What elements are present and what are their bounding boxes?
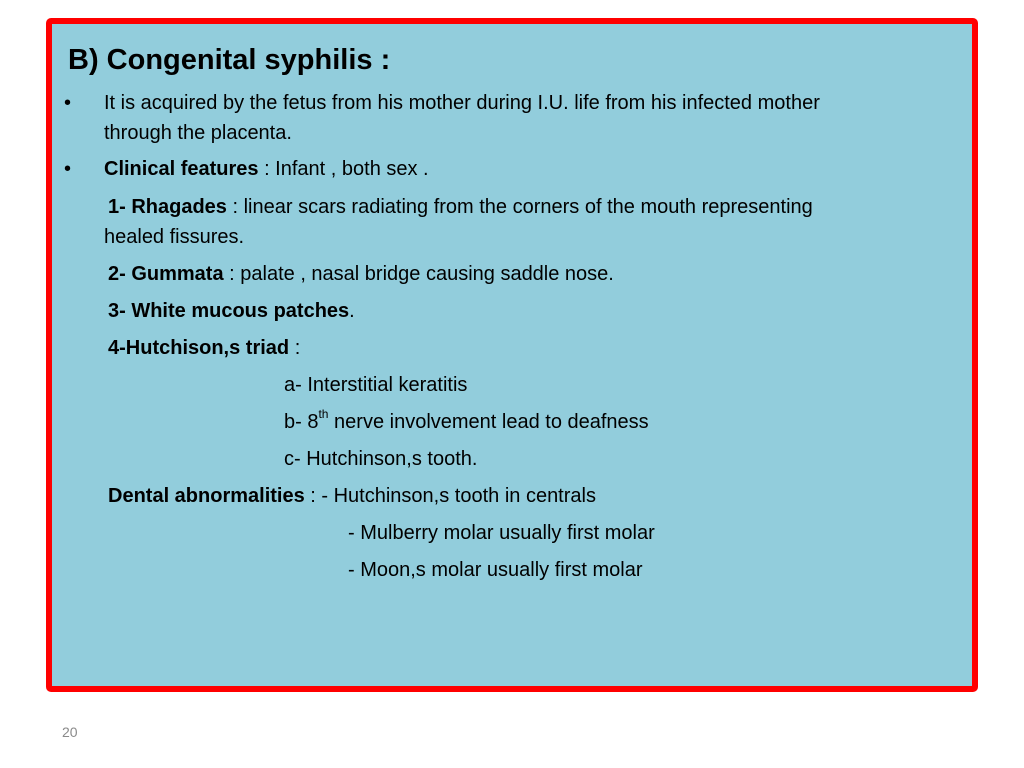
white-mucous-patches-label: 3- White mucous patches [108, 300, 350, 322]
item-white-mucous-patches [108, 296, 355, 326]
dental-abnormalities-label: Dental abnormalities [108, 485, 305, 507]
item-rhagades [108, 192, 813, 222]
item-hutchison-triad [108, 333, 300, 363]
clinical-features-label: Clinical features [104, 158, 259, 180]
white-mucous-patches-text: . [349, 300, 355, 322]
bullet-1-line-1: It is acquired by the fetus from his mother during I.U. life from his infected mother [104, 92, 820, 114]
item-gummata [108, 259, 614, 289]
gummata-label: 2- Gummata [108, 263, 224, 285]
dental-abnormalities [108, 481, 596, 511]
bullet-marker: • [64, 92, 72, 114]
triad-b-superscript: th [318, 407, 329, 422]
triad-b-suffix: nerve involvement lead to deafness [328, 411, 649, 433]
dental-line-2: - Mulberry molar usually first molar [348, 522, 655, 544]
hutchison-triad-label: 4-Hutchison,s triad [108, 337, 290, 359]
triad-c: c- Hutchinson,s tooth. [284, 448, 478, 470]
rhagades-line-2: healed fissures. [104, 226, 245, 248]
gummata-text: : palate , nasal bridge causing saddle nose. [223, 263, 614, 285]
clinical-features-text: : Infant , both sex . [258, 158, 429, 180]
triad-b [284, 407, 649, 437]
slide-title: B) Congenital syphilis : [68, 44, 391, 76]
triad-b-prefix: b- 8 [284, 411, 319, 433]
clinical-features [104, 154, 429, 184]
dental-line-3: - Moon,s molar usually first molar [348, 559, 643, 581]
rhagades-label: 1- Rhagades [108, 196, 227, 218]
triad-a: a- Interstitial keratitis [284, 374, 468, 396]
dental-abnormalities-text: : - Hutchinson,s tooth in centrals [304, 485, 596, 507]
content-box [46, 18, 978, 692]
bullet-marker: • [64, 158, 72, 180]
rhagades-text: : linear scars radiating from the corners of the mouth representing [226, 196, 813, 218]
bullet-1-line-2: through the placenta. [104, 122, 292, 144]
hutchison-triad-text: : [289, 337, 301, 359]
page-number: 20 [62, 724, 78, 740]
